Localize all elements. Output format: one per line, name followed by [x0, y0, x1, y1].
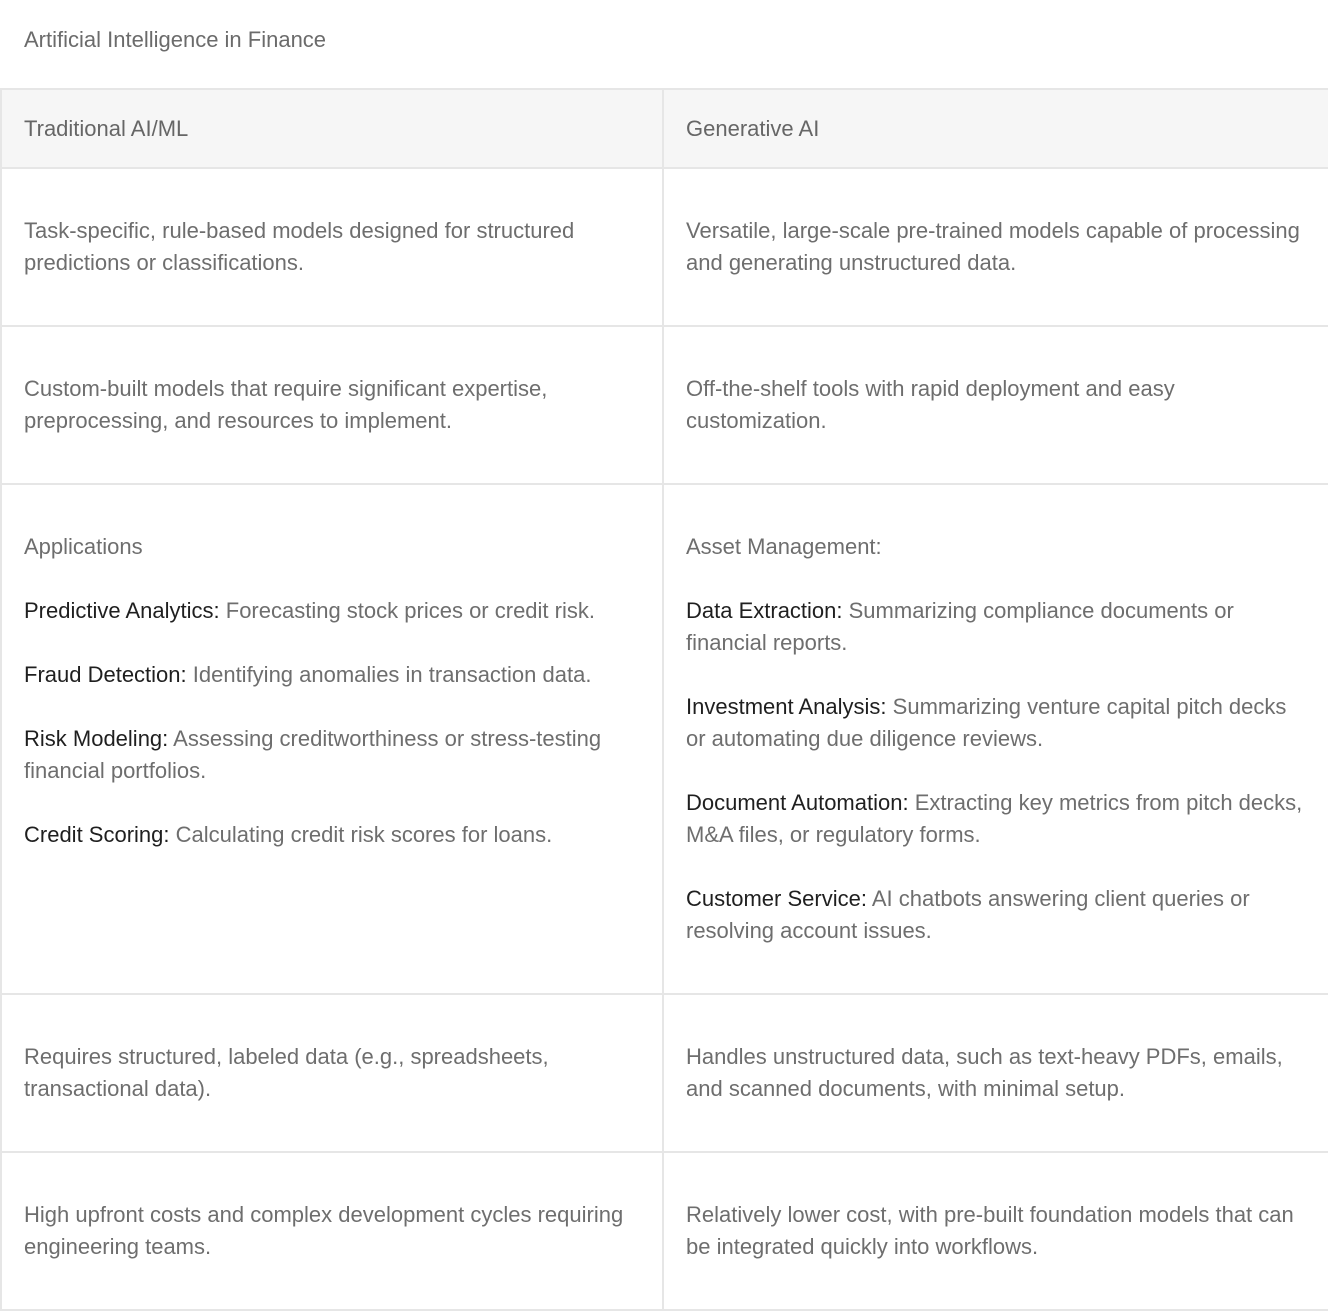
column-header-generative: Generative AI [663, 89, 1328, 168]
table-header [1, 89, 1328, 168]
cell-text: Custom-built models that require significant expertise, preprocessing, and resources to implement. [24, 376, 548, 433]
cell-text: Off-the-shelf tools with rapid deployment and easy customization. [686, 376, 1175, 433]
applications-cell-generative [663, 484, 1328, 994]
column-header-traditional: Traditional AI/ML [1, 89, 663, 168]
application-description: Extracting key metrics from pitch decks, M&A files, or regulatory forms. [686, 790, 1303, 847]
application-item [686, 691, 1306, 755]
table-caption: Artificial Intelligence in Finance [24, 27, 327, 52]
table-cell [1, 168, 663, 326]
application-description: Forecasting stock prices or credit risk. [219, 598, 595, 623]
applications-cell-traditional [1, 484, 663, 994]
cell-text: Task-specific, rule-based models designed for structured predictions or classifications. [24, 218, 575, 275]
table-row-applications [1, 484, 1328, 994]
cell-text: Relatively lower cost, with pre-built foundation models that can be integrated quickly into workflows. [686, 1202, 1294, 1259]
application-description: Calculating credit risk scores for loans. [169, 822, 553, 847]
header-row [1, 89, 1328, 168]
cell-text: Versatile, large-scale pre-trained models capable of processing and generating unstructured data. [686, 218, 1300, 275]
table-cell [1, 326, 663, 484]
table-body [1, 168, 1328, 1310]
application-term: Data Extraction: [686, 598, 843, 623]
application-item [24, 723, 640, 787]
applications-heading: Asset Management: [686, 534, 882, 559]
application-term: Credit Scoring: [24, 822, 170, 847]
comparison-table [0, 88, 1328, 1311]
table-row [1, 1152, 1328, 1310]
application-item [686, 883, 1306, 947]
cell-text: High upfront costs and complex development cycles requiring engineering teams. [24, 1202, 624, 1259]
table-cell [663, 1152, 1328, 1310]
table-cell [1, 1152, 663, 1310]
table-cell [663, 326, 1328, 484]
application-term: Customer Service: [686, 886, 867, 911]
application-item [24, 659, 640, 691]
application-description: Summarizing venture capital pitch decks or automating due diligence reviews. [686, 694, 1287, 751]
application-description: Identifying anomalies in transaction data. [186, 662, 592, 687]
table-cell [1, 994, 663, 1152]
table-row [1, 326, 1328, 484]
cell-text: Handles unstructured data, such as text-heavy PDFs, emails, and scanned documents, with minimal setup. [686, 1044, 1283, 1101]
application-item [24, 595, 640, 627]
application-item [24, 819, 640, 851]
application-term: Predictive Analytics: [24, 598, 220, 623]
table-cell [663, 168, 1328, 326]
application-item [686, 595, 1306, 659]
application-item [686, 787, 1306, 851]
table-row [1, 168, 1328, 326]
application-term: Risk Modeling: [24, 726, 169, 751]
application-term: Document Automation: [686, 790, 909, 815]
application-description: AI chatbots answering client queries or resolving account issues. [686, 886, 1250, 943]
cell-text: Requires structured, labeled data (e.g., spreadsheets, transactional data). [24, 1044, 549, 1101]
application-term: Investment Analysis: [686, 694, 887, 719]
applications-heading: Applications [24, 534, 143, 559]
table-cell [663, 994, 1328, 1152]
application-term: Fraud Detection: [24, 662, 187, 687]
application-description: Assessing creditworthiness or stress-testing financial portfolios. [24, 726, 602, 783]
application-description: Summarizing compliance documents or financial reports. [686, 598, 1234, 655]
table-row [1, 994, 1328, 1152]
